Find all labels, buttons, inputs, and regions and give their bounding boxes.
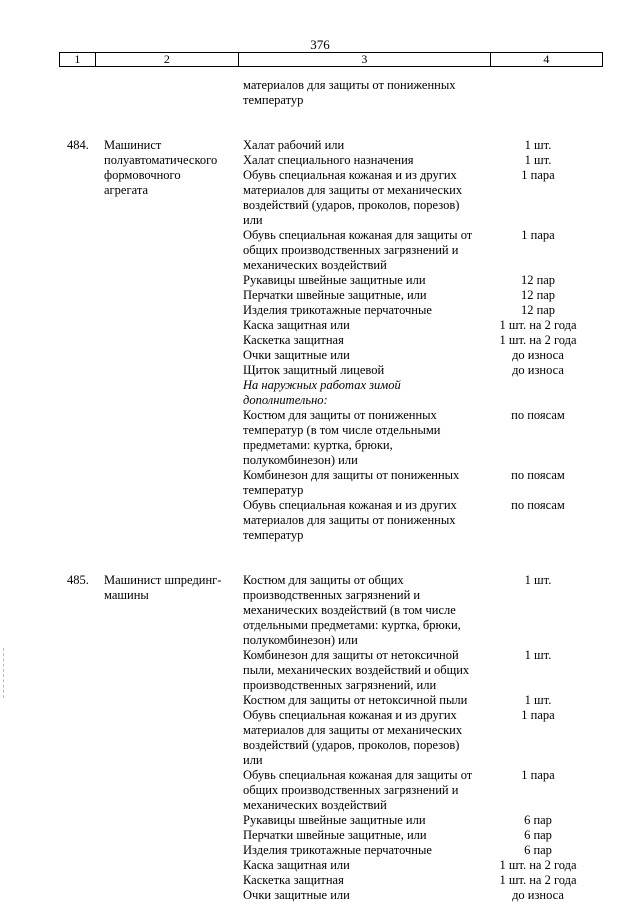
item-quantity: 1 шт. [524, 693, 552, 707]
item-text: Рукавицы швейные защитные или [243, 813, 426, 827]
margin-mark [3, 648, 5, 698]
column-header-1: 1 [60, 53, 96, 66]
list-item [243, 153, 583, 168]
item-quantity: 1 шт. на 2 года [499, 318, 577, 332]
item-quantity: 1 пара [521, 228, 555, 242]
list-item [243, 303, 583, 318]
item-quantity: до износа [512, 363, 564, 377]
item-text: Обувь специальная кожаная и из других материалов для защиты от механических воздействий (ударов, проколов, порезов) или [243, 708, 463, 767]
item-text: Очки защитные или [243, 888, 350, 902]
list-item [243, 318, 583, 333]
item-text: Рукавицы швейные защитные или [243, 273, 426, 287]
item-text: Обувь специальная кожаная для защиты от общих производственных загрязнений и механических воздействий [243, 228, 473, 272]
list-item [243, 378, 583, 408]
item-quantity: 1 пара [521, 168, 555, 182]
list-item [243, 468, 583, 498]
list-item [243, 888, 583, 903]
item-quantity: до износа [512, 888, 564, 902]
list-item [243, 648, 583, 693]
item-text: Перчатки швейные защитные, или [243, 288, 427, 302]
item-text: Комбинезон для защиты от нетоксичной пыли, механических воздействий и общих производственных загрязнений, или [243, 648, 470, 692]
profession-name: Машинист шпрединг- машины [104, 573, 222, 602]
item-text: Костюм для защиты от пониженных температур (в том числе отдельными предметами: куртка, брюки, полукомбинезон) или [243, 408, 441, 467]
item-text: Щиток защитный лицевой [243, 363, 385, 377]
list-item [243, 708, 583, 768]
item-text: Изделия трикотажные перчаточные [243, 843, 432, 857]
item-quantity: 1 пара [521, 708, 555, 722]
item-text: Каскетка защитная [243, 873, 344, 887]
list-item [243, 363, 583, 378]
list-item [243, 348, 583, 363]
item-quantity: 12 пар [520, 303, 556, 317]
norms-table-body [0, 78, 640, 903]
column-header-3: 3 [239, 53, 491, 66]
item-text: Очки защитные или [243, 348, 350, 362]
list-item [243, 168, 583, 228]
list-item [243, 573, 583, 648]
continuation-block [0, 78, 640, 108]
equipment-list [243, 573, 583, 903]
column-header-row [59, 52, 603, 67]
item-text: Каскетка защитная [243, 333, 344, 347]
list-item [243, 273, 583, 288]
list-item [243, 693, 583, 708]
page-number: 376 [310, 37, 330, 52]
entry-2 [0, 573, 640, 903]
item-text: Каска защитная или [243, 318, 350, 332]
column-header-4: 4 [543, 52, 550, 66]
item-quantity: 6 пар [524, 828, 552, 842]
item-text: Каска защитная или [243, 858, 350, 872]
item-quantity: по поясам [511, 468, 565, 482]
item-quantity: 6 пар [524, 813, 552, 827]
list-item [243, 333, 583, 348]
item-quantity: 6 пар [524, 843, 552, 857]
item-quantity: 1 шт. на 2 года [499, 873, 577, 887]
list-item [243, 498, 583, 543]
list-item [243, 858, 583, 873]
entry-number: 485. [67, 573, 89, 587]
item-text: материалов для защиты от пониженных температур [243, 78, 456, 107]
list-item [243, 288, 583, 303]
item-quantity: 1 шт. [524, 648, 552, 662]
item-text: Халат рабочий или [243, 138, 345, 152]
list-item [243, 843, 583, 858]
item-quantity: 1 шт. [524, 138, 552, 152]
item-quantity: 12 пар [520, 273, 556, 287]
item-quantity: 1 шт. [524, 573, 552, 587]
item-quantity: 1 шт. на 2 года [499, 333, 577, 347]
item-quantity: до износа [512, 348, 564, 362]
column-header-2: 2 [96, 53, 239, 66]
list-item [243, 228, 583, 273]
list-item [243, 138, 583, 153]
item-quantity: по поясам [511, 408, 565, 422]
item-text: Перчатки швейные защитные, или [243, 828, 427, 842]
item-text: Обувь специальная кожаная для защиты от общих производственных загрязнений и механических воздействий [243, 768, 473, 812]
list-item [243, 78, 583, 108]
item-quantity: 1 шт. на 2 года [499, 858, 577, 872]
item-text: Обувь специальная кожаная и из других материалов для защиты от механических воздействий (ударов, проколов, порезов) или [243, 168, 463, 227]
list-item [243, 768, 583, 813]
item-quantity: 1 шт. [524, 153, 552, 167]
equipment-list [243, 138, 583, 543]
item-text: Костюм для защиты от нетоксичной пыли [243, 693, 468, 707]
list-item [243, 408, 583, 468]
item-text: Комбинезон для защиты от пониженных температур [243, 468, 460, 497]
item-text: Изделия трикотажные перчаточные [243, 303, 432, 317]
item-text: Костюм для защиты от общих производственных загрязнений и механических воздействий (в том числе отдельными предметами: куртка, брюки, полукомбинезон) или [243, 573, 461, 647]
item-quantity [493, 78, 583, 108]
profession-name: Машинист полуавтоматического формовочного агрегата [104, 138, 218, 197]
item-quantity [493, 378, 583, 408]
entry-number: 484. [67, 138, 89, 152]
item-quantity: по поясам [511, 498, 565, 512]
item-text: Халат специального назначения [243, 153, 414, 167]
item-text: Обувь специальная кожаная и из других материалов для защиты от пониженных температур [243, 498, 457, 542]
list-item [243, 813, 583, 828]
item-text: На наружных работах зимой дополнительно: [243, 378, 401, 407]
list-item [243, 873, 583, 888]
item-quantity: 1 пара [521, 768, 555, 782]
entry-1 [0, 138, 640, 543]
list-item [243, 828, 583, 843]
item-quantity: 12 пар [520, 288, 556, 302]
